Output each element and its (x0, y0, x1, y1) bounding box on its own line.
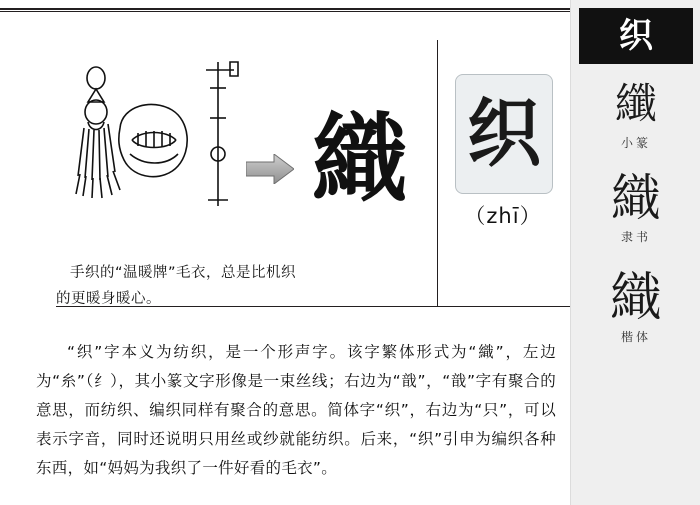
clerical-script-glyph: 織 (611, 169, 661, 227)
top-rule-thick (0, 8, 570, 10)
clerical-script-label: 隶书 (620, 230, 651, 244)
illustration-caption (56, 260, 430, 312)
seal-script-character: 織 (312, 102, 408, 215)
sidebar-item-regular-script[interactable] (571, 270, 700, 345)
headword-box (455, 74, 553, 194)
small-seal-label: 小篆 (620, 136, 651, 150)
sidebar (570, 0, 700, 505)
small-seal-glyph: 纖 (614, 79, 657, 128)
top-rule-thin (0, 11, 570, 12)
regular-script-label: 楷体 (620, 330, 651, 344)
headword-pinyin: （zhī） (464, 204, 542, 228)
pictograph-illustration (60, 54, 245, 214)
sidebar-item-clerical-script[interactable] (571, 170, 700, 245)
arrow-right-icon (246, 154, 294, 184)
caption-line-2: 的更暖身暖心。 (56, 291, 161, 307)
explanation-paragraph: “织”字本义为纺织，是一个形声字。该字繁体形式为“織”，左边为“糸”（纟），其小篆文字形像是一束丝线；右边为“戠”，“戠”字有聚合的意思，而纺织、编织同样有聚合的意思。简体字“织”，右边为“只”，可以表示字音，同时还说明只用丝或纱就能纺织。后来，“织”引申为编织各种东西，如“妈妈为我织了一件好看的毛衣”。 (36, 342, 556, 477)
character-evolution-panel (0, 14, 570, 307)
sidebar-item-small-seal[interactable] (571, 76, 700, 151)
sidebar-title: 织 (619, 16, 653, 56)
panel-vertical-divider (437, 40, 438, 306)
regular-script-glyph: 織 (609, 268, 662, 328)
caption-line-1: 手织的“温暖牌”毛衣，总是比机织 (70, 265, 297, 281)
sidebar-header (579, 8, 693, 64)
headword-character: 织 (467, 91, 541, 177)
